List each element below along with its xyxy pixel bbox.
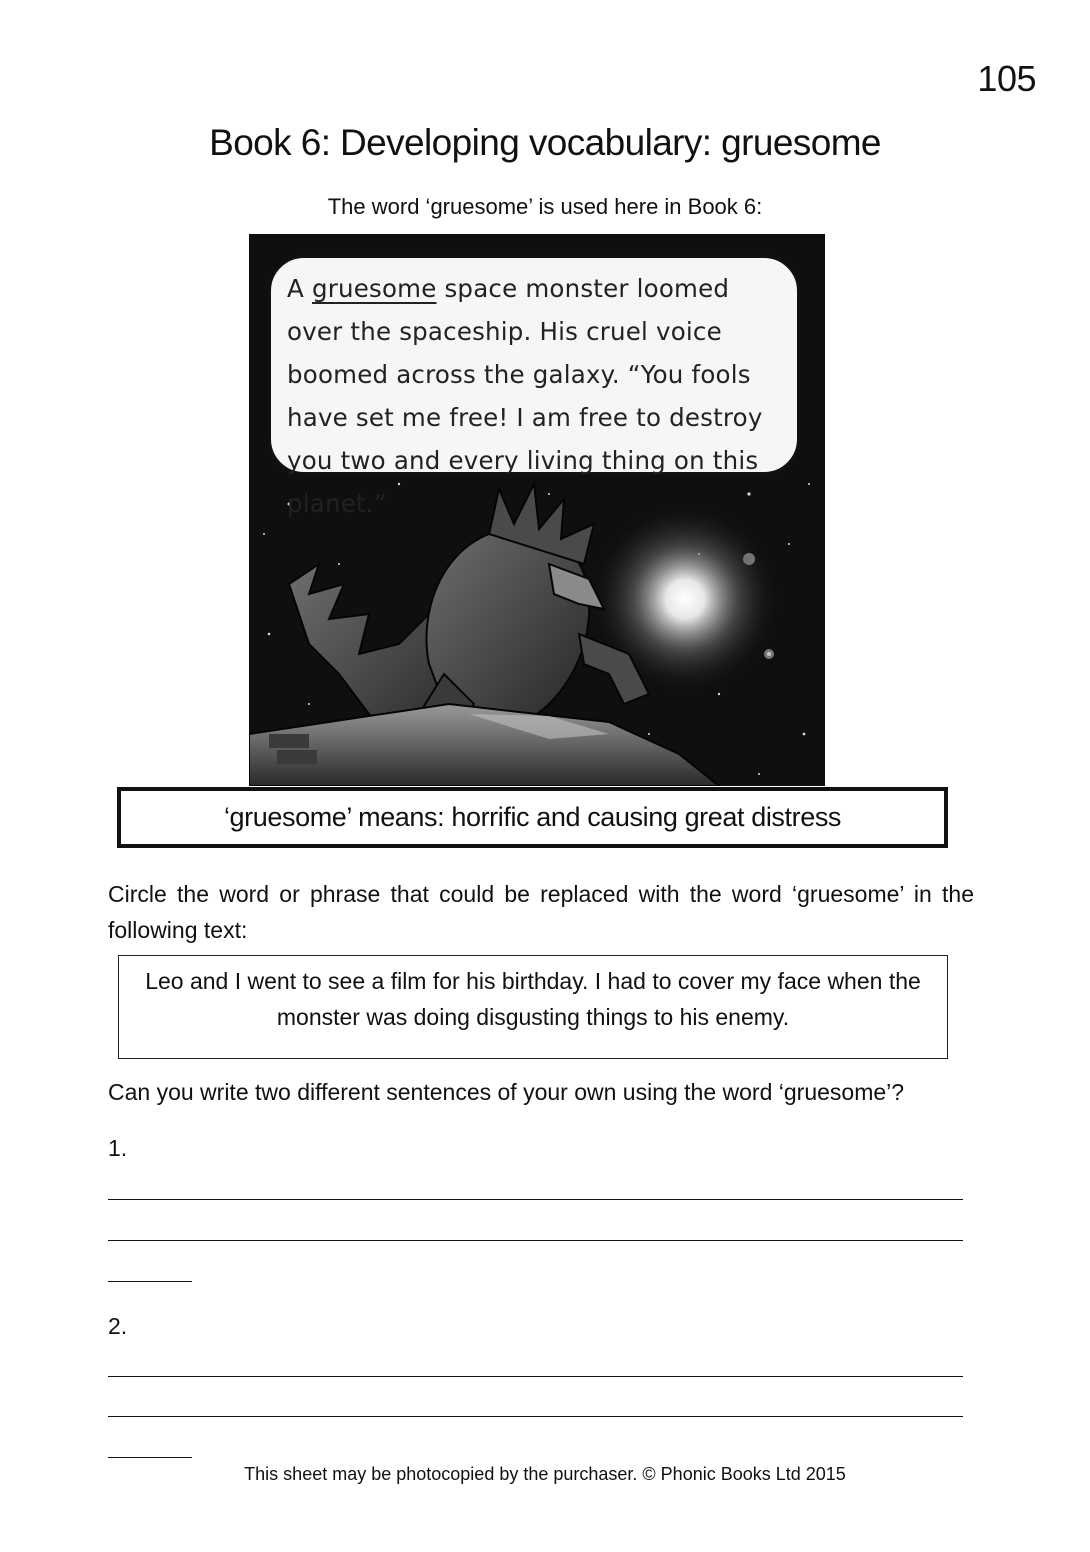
- speech-bubble: [268, 255, 800, 518]
- answer-line-short[interactable]: [108, 1281, 192, 1282]
- intro-text: The word ‘gruesome’ is used here in Book 6:: [327, 194, 763, 219]
- instruction-text: Circle the word or phrase that could be replaced with the word ‘gruesome’ in the following text:: [108, 881, 974, 943]
- answer-line[interactable]: [108, 1376, 963, 1377]
- underlined-word: gruesome: [311, 274, 437, 303]
- speech-bubble-text: [287, 267, 781, 525]
- definition-box: ‘gruesome’ means: horrific and causing great distress: [117, 787, 948, 848]
- page-number: 105: [977, 58, 1036, 99]
- speech-text-after: space monster loomed over the spaceship. His cruel voice boomed across the galaxy. “You fools have set me free! I am free to destroy you two and every living thing on this planet.”: [287, 274, 763, 518]
- answer-line-short[interactable]: [108, 1457, 192, 1458]
- passage-box: [118, 955, 948, 1059]
- passage-text: Leo and I went to see a film for his birthday. I had to cover my face when the monster was doing disgusting things to his enemy.: [145, 968, 921, 1030]
- question-text: Can you write two different sentences of your own using the word ‘gruesome’?: [108, 1079, 905, 1105]
- answer-number-2: 2.: [108, 1313, 128, 1339]
- footer-copyright: This sheet may be photocopied by the purchaser. © Phonic Books Ltd 2015: [244, 1464, 846, 1484]
- answer-line[interactable]: [108, 1416, 963, 1417]
- page-title: Book 6: Developing vocabulary: gruesome: [209, 122, 881, 163]
- speech-text-before: A: [287, 274, 312, 303]
- answer-number-1: 1.: [108, 1135, 128, 1161]
- answer-line[interactable]: [108, 1199, 963, 1200]
- answer-line[interactable]: [108, 1240, 963, 1241]
